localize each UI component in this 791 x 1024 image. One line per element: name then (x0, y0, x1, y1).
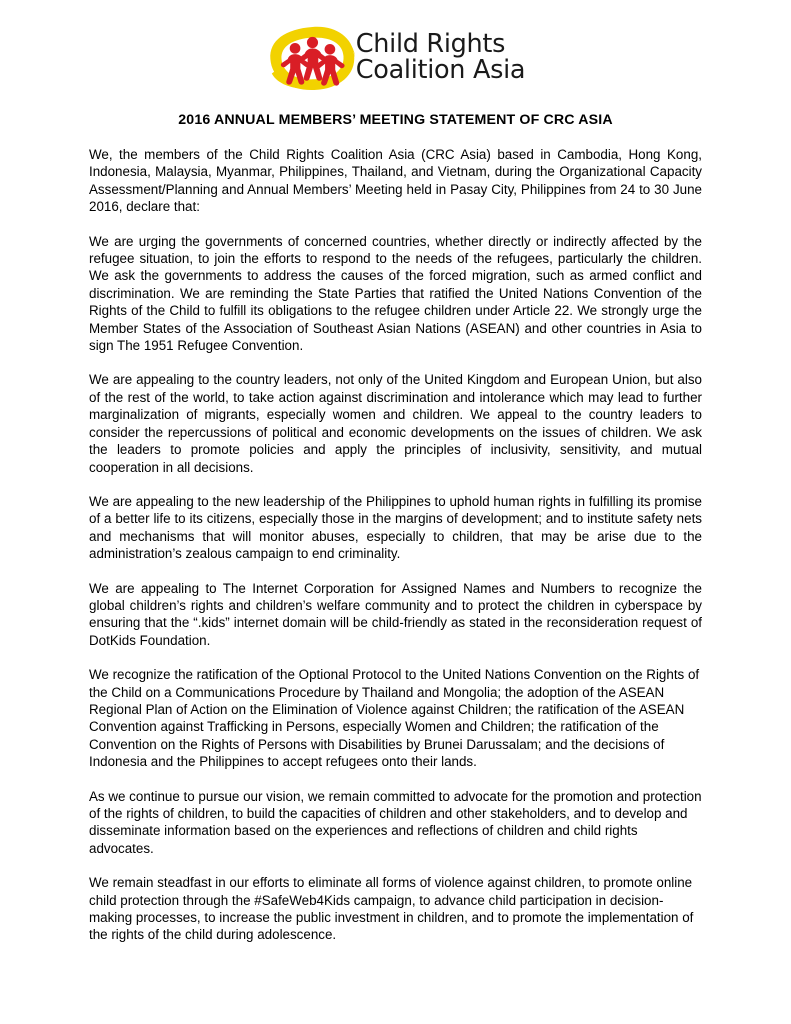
paragraph-philippines: We are appealing to the new leadership of the Philippines to uphold human rights in fulfilling its promise of a better life to its citizens, especially those in the margins of development; and to institute safety nets and mechanisms that will monitor abuses, especially to children, that may be arise due to the administration’s zealous campaign to end criminality. (89, 493, 702, 562)
document-header (0, 0, 791, 98)
paragraph-steadfast: We remain steadfast in our efforts to eliminate all forms of violence against children, to promote online child protection through the #SafeWeb4Kids campaign, to advance child participation in decision-making processes, to increase the public investment in children, and to promote the implementation of the rights of the child during adolescence. (89, 875, 694, 943)
crc-asia-wordmark (356, 31, 525, 85)
paragraph-recognize: We recognize the ratification of the Optional Protocol to the United Nations Convention on the Rights of the Child on a Communications Procedure by Thailand and Mongolia; the adoption of the ASEAN Regional Plan of Action on the Elimination of Violence against Children; the ratification of the ASEAN Convention against Trafficking in Persons, especially Women and Children; the ratification of the Convention on the Rights of Persons with Disabilities by Brunei Darussalam; and the decisions of Indonesia and the Philippines to accept refugees onto their lands. (89, 667, 700, 770)
paragraph-vision: As we continue to pursue our vision, we remain committed to advocate for the promotion and protection of the rights of children, to build the capacities of children and other stakeholders, and to develop and disseminate information based on the experiences and reflections of children and child rights advocates. (89, 788, 702, 856)
page-title: 2016 ANNUAL MEMBERS’ MEETING STATEMENT OF CRC ASIA (178, 112, 613, 128)
wordmark-line-1: Child Rights (355, 29, 506, 59)
document-body (89, 128, 702, 944)
crc-asia-logo-mark-icon (266, 24, 358, 92)
paragraph-country-leaders: We are appealing to the country leaders, not only of the United Kingdom and European Union, but also of the rest of the world, to take action against discrimination and intolerance which may lead to further marginalization of migrants, especially women and children. We appeal to the country leaders to consider the repercussions of political and economic developments on the issues of children. We ask the leaders to promote policies and apply the principles of inclusivity, sensitivity, and mutual cooperation in all decisions. (89, 372, 702, 475)
crc-asia-logo (266, 24, 525, 92)
paragraph-intro: We, the members of the Child Rights Coalition Asia (CRC Asia) based in Cambodia, Hong Kong, Indonesia, Malaysia, Myanmar, Philippines, Thailand, and Vietnam, during the Organizational Capacity Assessment/Planning and Annual Members’ Meeting held in Pasay City, Philippines from 24 to 30 June 2016, declare that: (89, 147, 702, 215)
wordmark-line-2: Coalition Asia (355, 55, 526, 85)
paragraph-refugees: We are urging the governments of concerned countries, whether directly or indirectly affected by the refugee situation, to join the efforts to respond to the needs of the refugees, particularly the children. We ask the governments to address the causes of the forced migration, such as armed conflict and discrimination. We are reminding the State Parties that ratified the United Nations Convention of the Rights of the Child to fulfill its obligations to the refugee children under Article 22. We strongly urge the Member States of the Association of Southeast Asian Nations (ASEAN) and other countries in Asia to sign The 1951 Refugee Convention. (89, 233, 702, 354)
paragraph-icann: We are appealing to The Internet Corporation for Assigned Names and Numbers to recognize the global children’s rights and children’s welfare community and to protect the children in cyberspace by ensuring that the “.kids” internet domain will be child-friendly as stated in the reconsideration request of DotKids Foundation. (89, 580, 702, 648)
